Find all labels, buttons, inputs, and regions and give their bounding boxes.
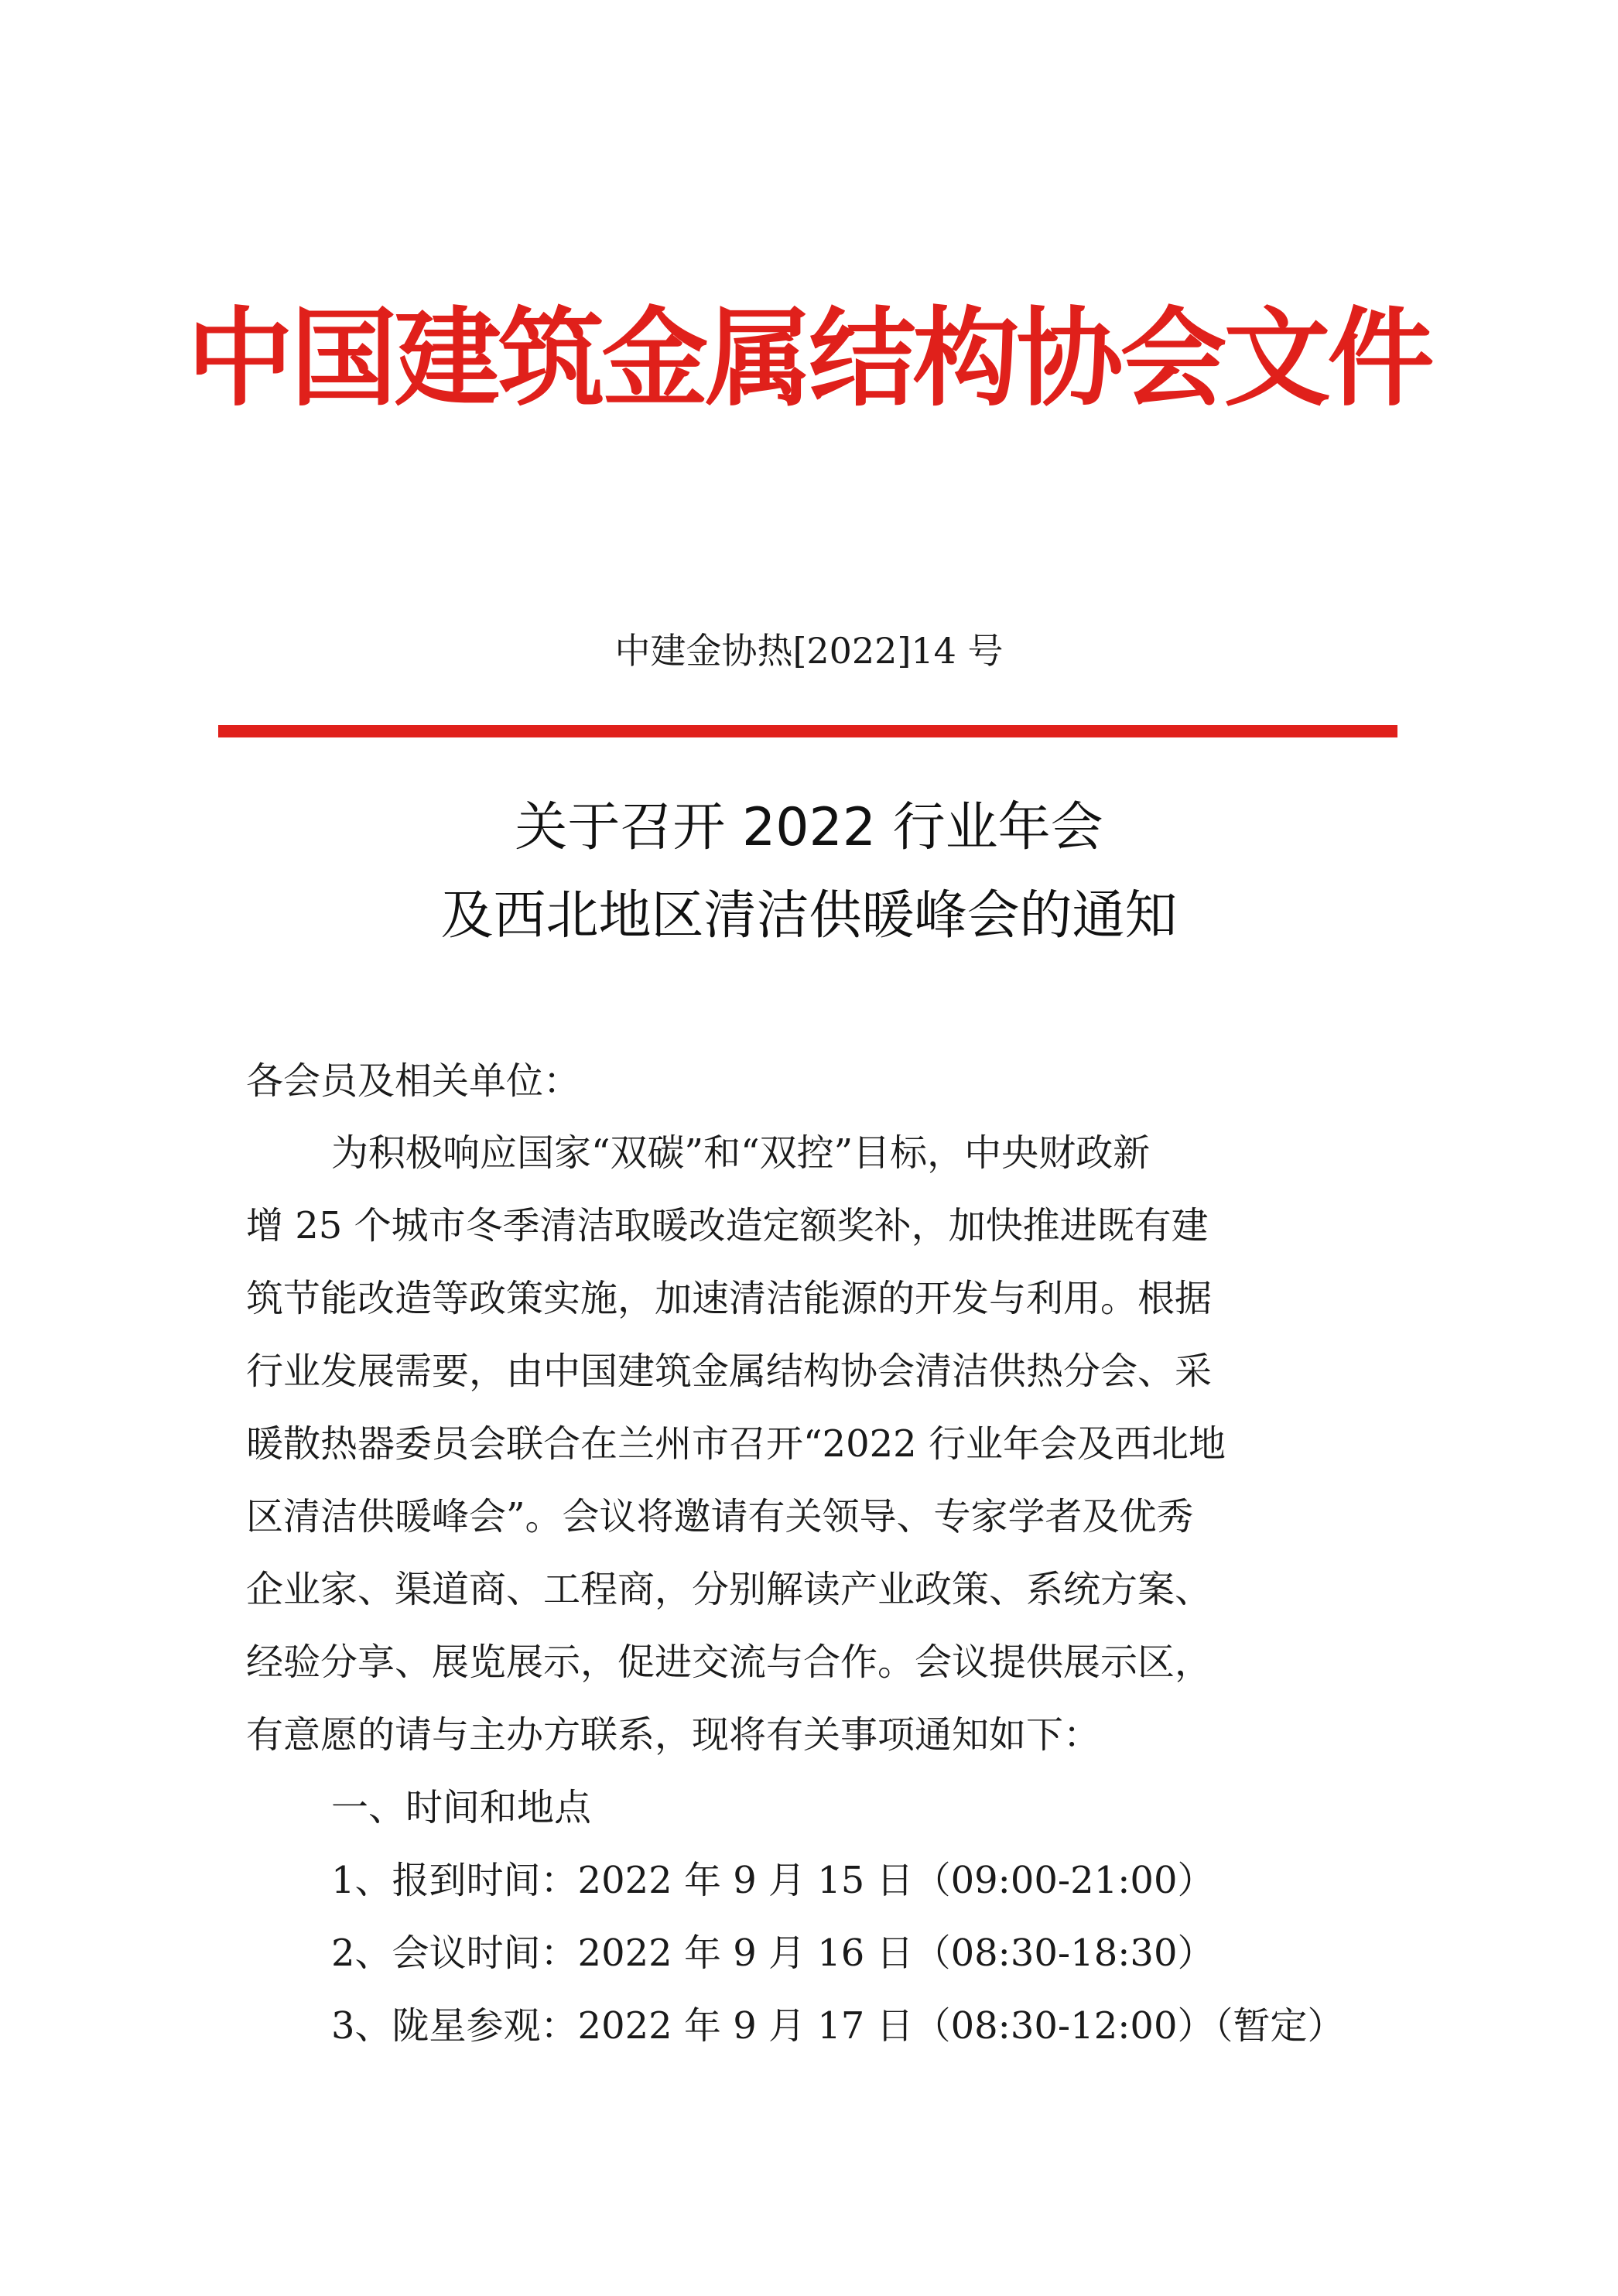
paragraph-line: 经验分享、展览展示，促进交流与合作。会议提供展示区， xyxy=(246,1641,1213,1684)
schedule-item: 2、会议时间：2022 年 9 月 16 日（08:30-18:30） xyxy=(331,1932,1215,1975)
document-number: 中建金协热[2022]14 号 xyxy=(614,630,1004,672)
notice-title-line-2: 及西北地区清洁供暖峰会的通知 xyxy=(440,885,1178,946)
paragraph-line: 有意愿的请与主办方联系，现将有关事项通知如下： xyxy=(246,1713,1101,1757)
salutation: 各会员及相关单位： xyxy=(246,1059,581,1103)
schedule-item: 3、陇星参观：2022 年 9 月 17 日（08:30-12:00）（暂定） xyxy=(331,2004,1345,2048)
paragraph-line: 行业发展需要，由中国建筑金属结构协会清洁供热分会、采 xyxy=(246,1350,1213,1393)
notice-title-line-1: 关于召开 2022 行业年会 xyxy=(515,797,1103,858)
paragraph-line: 区清洁供暖峰会”。会议将邀请有关领导、专家学者及优秀 xyxy=(246,1495,1194,1538)
paragraph-line: 为积极响应国家“双碳”和“双控”目标，中央财政新 xyxy=(331,1131,1151,1175)
paragraph-line: 增 25 个城市冬季清洁取暖改造定额奖补，加快推进既有建 xyxy=(246,1204,1209,1247)
masthead-title: 中国建筑金属结构协会文件 xyxy=(186,296,1432,421)
schedule-item: 1、报到时间：2022 年 9 月 15 日（09:00-21:00） xyxy=(331,1859,1215,1902)
section-heading: 一、时间和地点 xyxy=(331,1786,592,1829)
paragraph-line: 企业家、渠道商、工程商，分别解读产业政策、系统方案、 xyxy=(246,1568,1213,1611)
red-divider xyxy=(218,725,1397,737)
paragraph-line: 暖散热器委员会联合在兰州市召开“2022 行业年会及西北地 xyxy=(246,1422,1226,1466)
paragraph-line: 筑节能改造等政策实施，加速清洁能源的开发与利用。根据 xyxy=(246,1277,1213,1320)
